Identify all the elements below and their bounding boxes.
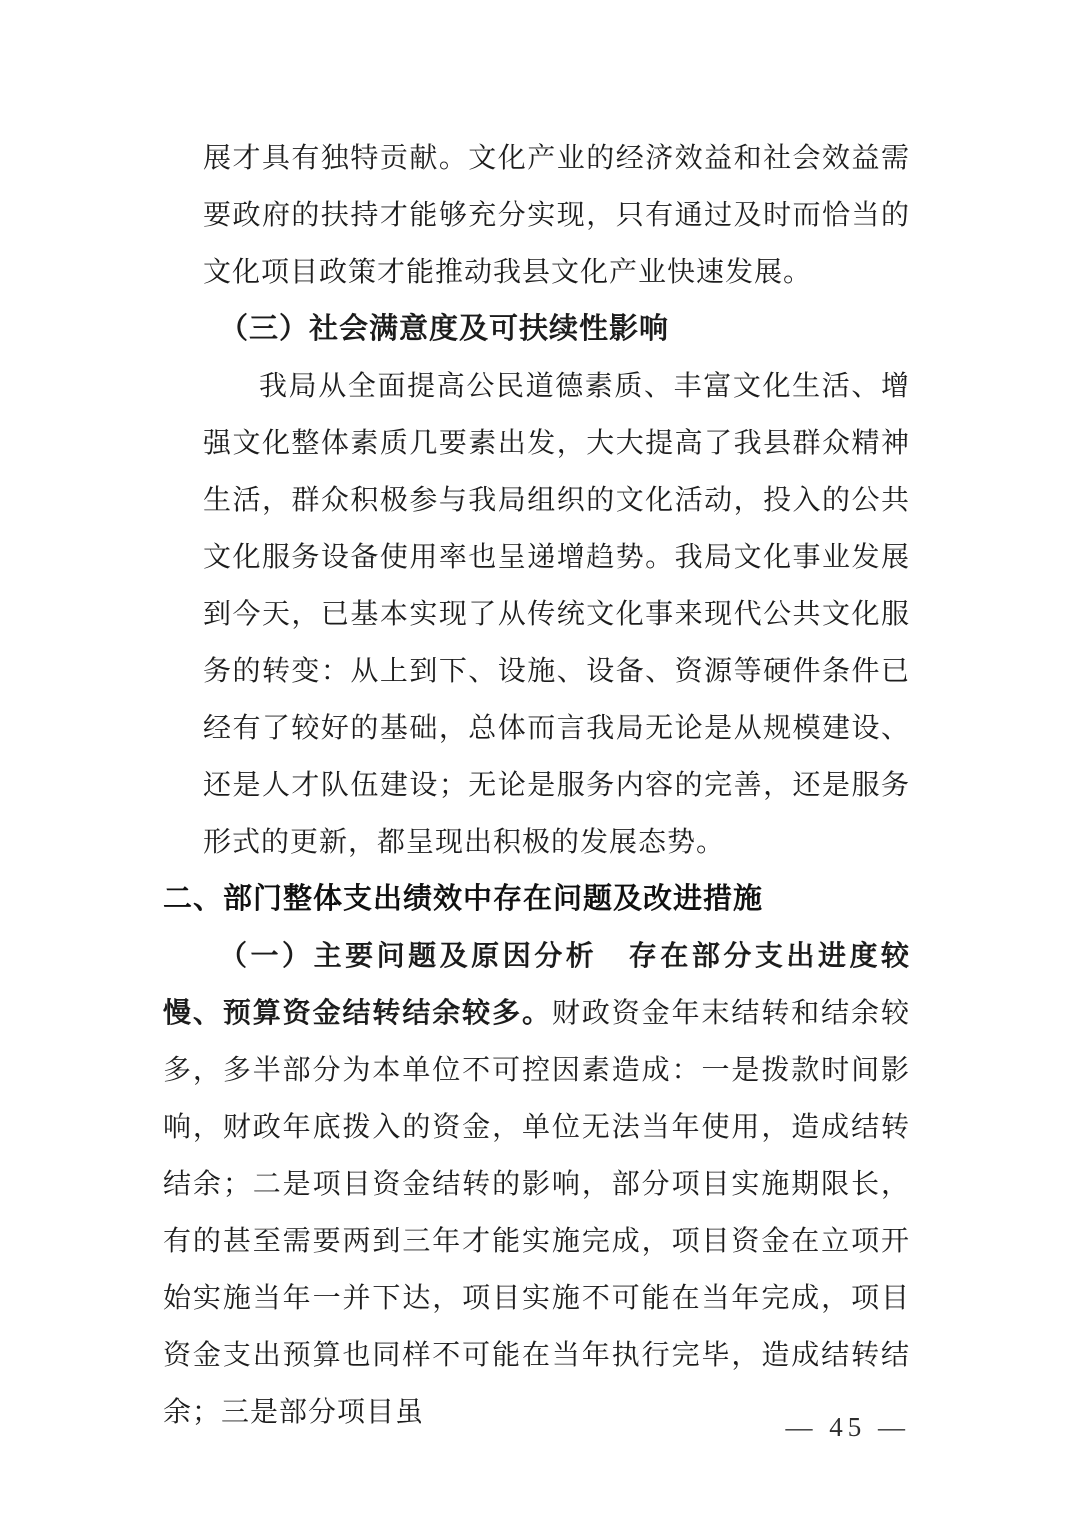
paragraph-problems-analysis [163, 928, 910, 1441]
heading-section-three: （三）社会满意度及可扶续性影响 [218, 313, 669, 345]
paragraph-problems-body-text: 财政资金年末结转和结余较多，多半部分为本单位不可控因素造成：一是拨款时间影响，财政年底拨入的资金，单位无法当年使用，造成结转结余；二是项目资金结转的影响，部分项目实施期限长，有的甚至需要两到三年才能实施完成，项目资金在立项开始实施当年一并下达，项目实施不可能在当年完成，项目资金支出预算也同样不可能在当年执行完毕，造成结转结余；三是部分项目虽 [163, 998, 910, 1428]
paragraph-problems-bold-lead: （一）主要问题及原因分析 存在部分支出进度较慢、预算资金结转结余较多。 [163, 941, 910, 1029]
section-lower [0, 871, 1074, 1441]
heading-chapter-two: 二、部门整体支出绩效中存在问题及改进措施 [163, 883, 764, 915]
paragraph-continued-from-previous-page: 展才具有独特贡献。文化产业的经济效益和社会效益需要政府的扶持才能够充分实现，只有通过及时而恰当的文化项目政策才能推动我县文化产业快速发展。 [203, 143, 910, 288]
paragraph-social-satisfaction: 我局从全面提高公民道德素质、丰富文化生活、增强文化整体素质几要素出发，大大提高了我县群众精神生活，群众积极参与我局组织的文化活动，投入的公共文化服务设备使用率也呈递增趋势。我局文化事业发展到今天，已基本实现了从传统文化事来现代公共文化服务的转变：从上到下、设施、设备、资源等硬件条件已经有了较好的基础，总体而言我局无论是从规模建设、还是人才队伍建设；无论是服务内容的完善，还是服务形式的更新，都呈现出积极的发展态势。 [203, 371, 910, 858]
page-number: — 45 — [785, 1412, 910, 1442]
